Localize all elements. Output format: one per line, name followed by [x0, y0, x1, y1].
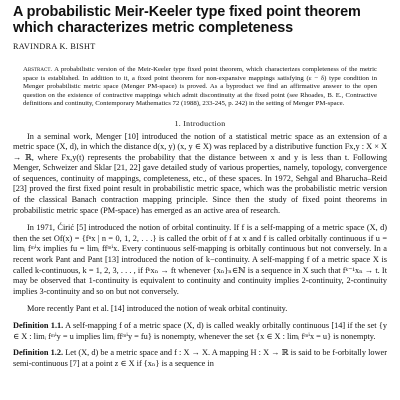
- definition-1-2: [13, 348, 387, 369]
- section-heading: 1. Introduction: [174, 118, 226, 128]
- definition-text: A self-mapping f of a metric space (X, d) is called weakly orbitally continuous [14] if the set {y ∈ X : limᵢ fᵐⁱy = u implies limᵢ ffᵐⁱy = fu} is nonempty, whenever the set {x ∈ X : limᵢ fᵐⁱx = u} is nonempty.: [13, 321, 388, 341]
- author-name: RAVINDRA K. BISHT: [13, 42, 96, 51]
- definition-label: Definition 1.1.: [13, 321, 64, 330]
- definition-label: Definition 1.2.: [13, 348, 64, 358]
- intro-paragraph-1: In a seminal work, Menger [10] introduced the notion of a statistical metric space as an extension of a metric space (X, d), in which the distance d(x, y) (x, y ∈ X) was replaced by a distributive function Fx,y : X × X → ℝ, where Fx,y(t) represents the probability that the distance between x and y is less than t. Following Menger, Schweizer and Sklar [21, 22] gave detailed study of various properties, namely, topology, convergence of sequences, continuity of mappings, completeness, etc., of these spaces. In 1972, Sehgal and Bharucha–Reid [23] proved the first fixed point result in probabilistic metric space, which was the probabilistic metric version of the classical Banach contraction mapping principle. Since then the study of fixed point theorems in probabilistic metric space (PM-space) has emerged as an active area of research.: [13, 131, 387, 215]
- definition-text: Let (X, d) be a metric space and f : X → X. A mapping H : X → ℝ is said to be f-orbitally lower semi-continuous [7] at a point z ∈ X if {xₙ} is a sequence in: [13, 348, 388, 368]
- intro-paragraph-2: In 1971, Ćirić [5] introduced the notion of orbital continuity. If f is a self-mapping of a metric space (X, d) then the set Of(x) = {fⁿx | n = 0, 1, 2, . . .} is called the orbit of f at x and f is called orbitally continuous if u = limᵢ fᵐⁱx implies fu = limᵢ ffᵐⁱx. Every continuous self-mapping is orbitally continuous but not conversely. In a recent work Pant and Pant [13] introduced the notion of k−continuity. A self-mapping f of a metric space X is called k-continuous, k = 1, 2, 3, . . . , if fᵏxₙ → ft whenever {xₙ}ₙ∈ℕ is a sequence in X such that fᵏ⁻¹xₙ → t. It may be observed that 1-continuity is equivalent to continuity and continuity implies 2-continuity, 2-continuity implies 3-continuity and so on but not conversely.: [13, 223, 387, 296]
- abstract: [23, 66, 377, 109]
- abstract-text: A probabilistic version of the Meir-Keeler type fixed point theorem, which characterizes completeness of the metric space is established. In addition to it, a fixed point theorem for non-expansive mappings satisfying (ε − δ) type condition in Menger probabilistic metric space (Menger PM-space) is proved. As a byproduct we find an affirmative answer to the open question on the existence of contractive mappings which admit discontinuity at the fixed point (see Rhoades, B. E., Contractive definitions and continuity, Contemporary Mathematics 72 (1988), 233-245, p. 242) in the setting of Menger PM-space.: [23, 66, 377, 107]
- paper-title: A probabilistic Meir-Keeler type fixed point theorem which characterizes metric completeness: [13, 4, 361, 36]
- intro-paragraph-3: More recently Pant et al. [14] introduced the notion of weak orbital continuity.: [27, 304, 288, 314]
- abstract-label: Abstract.: [23, 66, 53, 73]
- definition-1-1: [13, 321, 387, 342]
